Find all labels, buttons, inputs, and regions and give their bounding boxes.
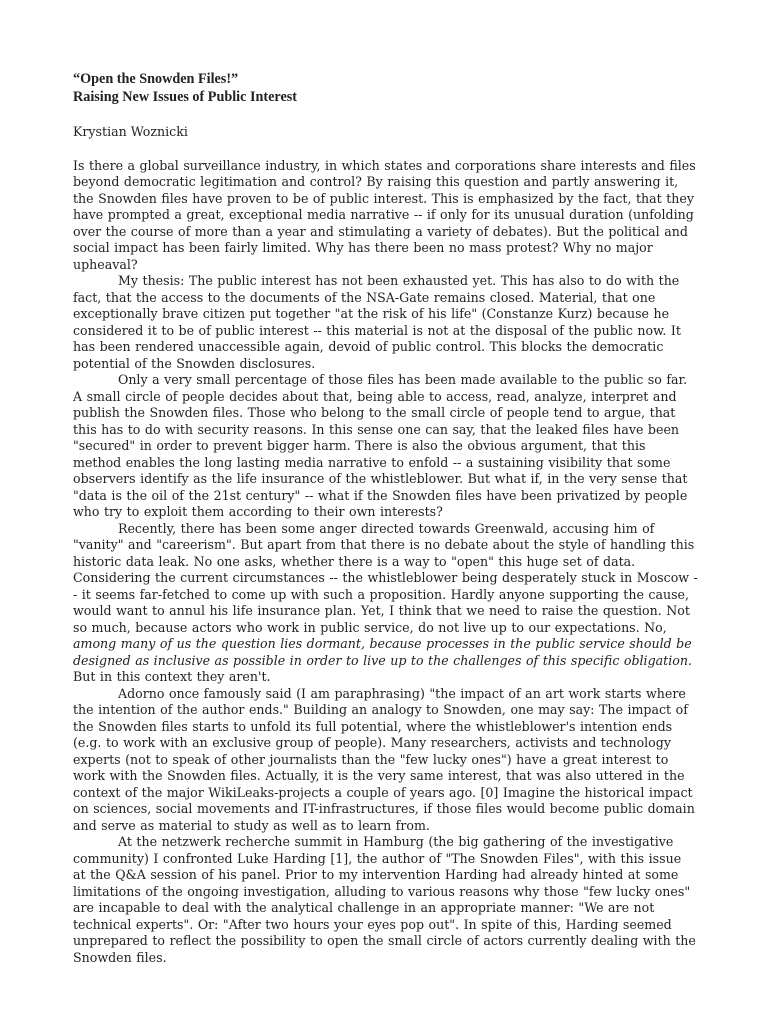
paragraph-3: Only a very small percentage of those files has been made available to the public so far. A small circle of people decides about that, being able to access, read, analyze, interpret and publish the Snowden files. Those who belong to the small circle of people tend to argue, that this has to do with security reasons. In this sense one can say, that the leaked files have been "secured" in order to prevent bigger harm. There is also the obvious argument, that this method enables the long lasting media narrative to enfold -- a sustaining visibility that some observers identify as the life insurance of the whistleblower. But what if, in the very sense that "data is the oil of the 21st century" -- what if the Snowden files have been privatized by people who try to exploit them according to their own interests? (73, 372, 688, 519)
document-page (73, 70, 698, 966)
paragraph-5: Adorno once famously said (I am paraphrasing) "the impact of an art work starts where the intention of the author ends." Building an analogy to Snowden, one may say: The impact of the Snowden files starts to unfold its full potential, where the whistleblower's intention ends (e.g. to work with an exclusive group of people). Many researchers, activists and technology experts (not to speak of other journalists than the "few lucky ones") have a great interest to work with the Snowden files. Actually, it is the very same interest, that was also uttered in the context of the major WikiLeaks-projects a couple of years ago. [0] Imagine the historical impact on sciences, social movements and IT-infrastructures, if those files would become public domain and serve as material to study as well as to learn from. (73, 685, 695, 833)
paragraph-6: At the netzwerk recherche summit in Hamburg (the big gathering of the investigative community) I confronted Luke Harding [1], the author of "The Snowden Files", with this issue at the Q&A session of his panel. Prior to my intervention Harding had already hinted at some limitations of the ongoing investigation, alluding to various reasons why those "few lucky ones" are incapable to deal with the analytical challenge in an appropriate manner: "We are not technical experts". Or: "After two hours your eyes pop out". In spite of this, Harding seemed unprepared to reflect the possibility to open the small circle of actors currently dealing with the Snowden files. (73, 834, 696, 965)
author-name: Krystian Woznicki (73, 124, 188, 139)
paragraph-4 (73, 521, 698, 686)
title-line-1: “Open the Snowden Files!” (73, 71, 239, 87)
paragraph-4-text-after: But in this context they aren't. (73, 669, 271, 684)
paragraph-4-italic-text: among many of us the question lies dormant, because processes in the public service should be designed as inclusive as possible in order to live up to the challenges of this specific obligation. (73, 636, 692, 668)
paragraph-2: My thesis: The public interest has not been exhausted yet. This has also to do with the fact, that the access to the documents of the NSA-Gate remains closed. Material, that one exceptionally brave citizen put together "at the risk of his life" (Constanze Kurz) because he considered it to be of public interest -- this material is not at the disposal of the public now. It has been rendered unaccessible again, devoid of public control. This blocks the democratic potential of the Snowden disclosures. (73, 273, 681, 371)
title-line-2: Raising New Issues of Public Interest (73, 89, 297, 105)
paragraph-1: Is there a global surveillance industry, in which states and corporations share interests and files beyond democratic legitimation and control? By raising this question and partly answering it, the Snowden files have proven to be of public interest. This is emphasized by the fact, that they have prompted a great, exceptional media narrative -- if only for its unusual duration (unfolding over the course of more than a year and stimulating a variety of debates). But the political and social impact has been fairly limited. Why has there been no mass protest? Why no major upheaval? (73, 157, 696, 272)
document-title (73, 70, 698, 106)
paragraph-4-text-before: Recently, there has been some anger directed towards Greenwald, accusing him of "vanity" and "careerism". But apart from that there is no debate about the style of handling this historic data leak. No one asks, whether there is a way to "open" this huge set of data. Considering the current circumstances -- the whistleblower being desperately stuck in Moscow -- it seems far-fetched to come up with such a proposition. Hardly anyone supporting the cause, would want to annul his life insurance plan. Yet, I think that we need to raise the question. Not so much, because actors who work in public service, do not live up to our expectations. No, (73, 520, 698, 635)
